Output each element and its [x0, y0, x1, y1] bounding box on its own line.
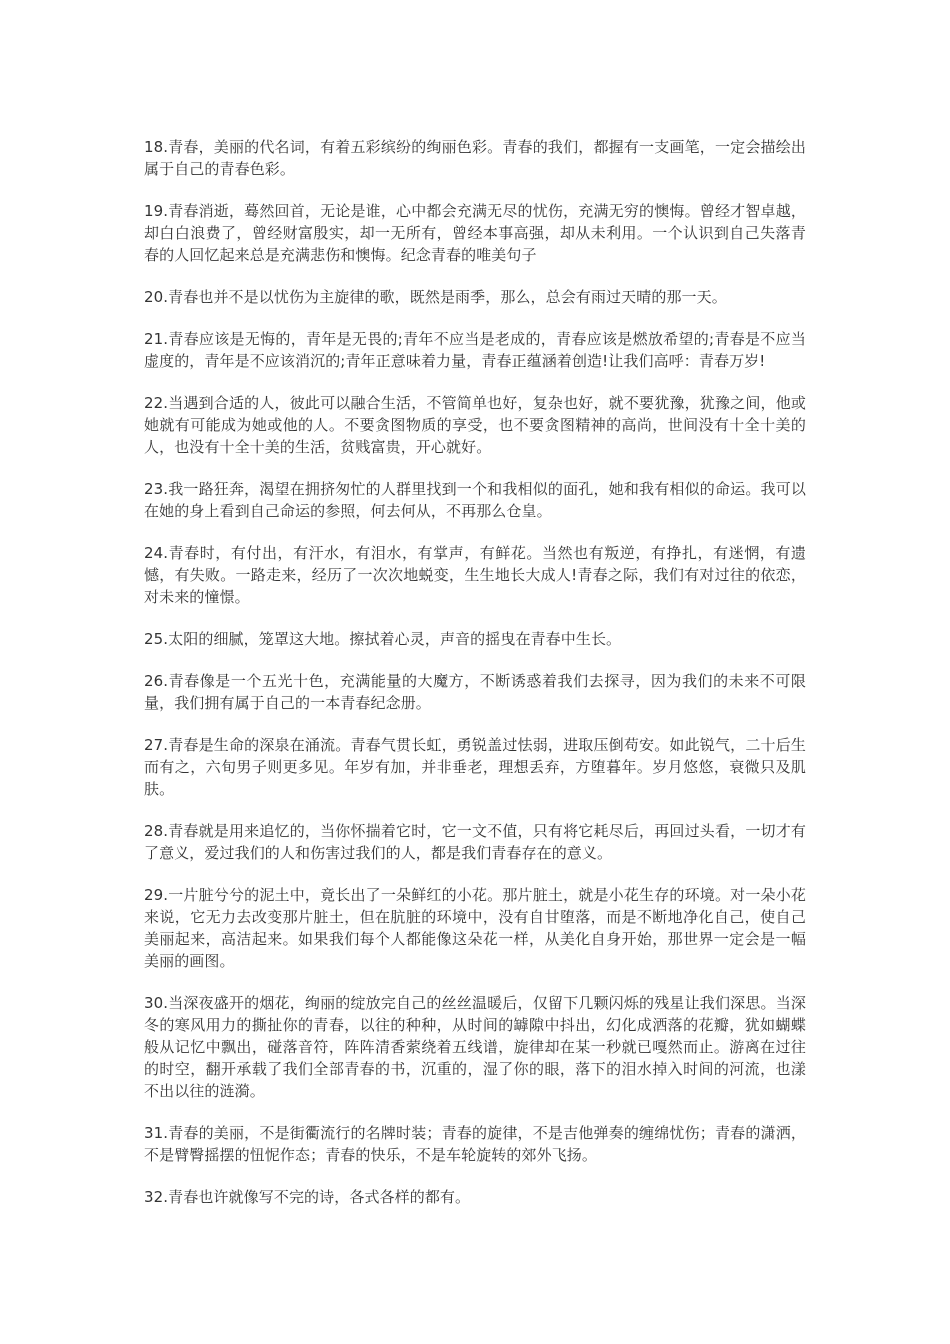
- paragraph-32: 32.青春也许就像写不完的诗，各式各样的都有。: [144, 1188, 471, 1206]
- paragraph-27: 27.青春是生命的深泉在涌流。青春气贯长虹，勇锐盖过怯弱，进取压倒苟安。如此锐气，二十后生而有之，六旬男子则更多见。年岁有加，并非垂老，理想丢弃，方堕暮年。岁月悠悠，衰微只及肌肤。: [144, 736, 806, 798]
- paragraph-24: 24.青春时，有付出，有汗水，有泪水，有掌声，有鲜花。当然也有叛逆，有挣扎，有迷惘，有遗憾，有失败。一路走来，经历了一次次地蜕变，生生地长大成人!青春之际，我们有对过往的依恋，对未来的憧憬。: [144, 544, 806, 606]
- paragraph-21: 21.青春应该是无悔的，青年是无畏的;青年不应当是老成的，青春应该是燃放希望的;青春是不应当虚度的，青年是不应该消沉的;青年正意味着力量，青春正蕴涵着创造!让我们高呼：青春万岁!: [144, 330, 806, 370]
- paragraph-31: 31.青春的美丽，不是街衢流行的名牌时装；青春的旋律，不是吉他弹奏的缠绵忧伤；青春的潇洒，不是臂臀摇摆的忸怩作态；青春的快乐，不是车轮旋转的郊外飞扬。: [144, 1124, 806, 1164]
- paragraph-19: 19.青春消逝，蓦然回首，无论是谁，心中都会充满无尽的忧伤，充满无穷的懊悔。曾经才智卓越，却白白浪费了，曾经财富殷实，却一无所有，曾经本事高强，却从未利用。一个认识到自己失落青春的人回忆起来总是充满悲伤和懊悔。纪念青春的唯美句子: [144, 202, 806, 264]
- document-body: [144, 136, 806, 1228]
- paragraph-26: 26.青春像是一个五光十色，充满能量的大魔方，不断诱惑着我们去探寻，因为我们的未来不可限量，我们拥有属于自己的一本青春纪念册。: [144, 672, 806, 712]
- paragraph-25: 25.太阳的细腻，笼罩这大地。擦拭着心灵，声音的摇曳在青春中生长。: [144, 630, 622, 648]
- paragraph-20: 20.青春也并不是以忧伤为主旋律的歌，既然是雨季，那么，总会有雨过天晴的那一天。: [144, 288, 727, 306]
- paragraph-29: 29.一片脏兮兮的泥土中，竟长出了一朵鲜红的小花。那片脏土，就是小花生存的环境。对一朵小花来说，它无力去改变那片脏土，但在肮脏的环境中，没有自甘堕落，而是不断地净化自己，使自己美丽起来，高洁起来。如果我们每个人都能像这朵花一样，从美化自身开始，那世界一定会是一幅美丽的画图。: [144, 886, 806, 970]
- paragraph-22: 22.当遇到合适的人，彼此可以融合生活，不管简单也好，复杂也好，就不要犹豫，犹豫之间，他或她就有可能成为她或他的人。不要贪图物质的享受，也不要贪图精神的高尚，世间没有十全十美的人，也没有十全十美的生活，贫贱富贵，开心就好。: [144, 394, 806, 456]
- paragraph-18: 18.青春，美丽的代名词，有着五彩缤纷的绚丽色彩。青春的我们，都握有一支画笔，一定会描绘出属于自己的青春色彩。: [144, 138, 806, 178]
- paragraph-28: 28.青春就是用来追忆的，当你怀揣着它时，它一文不值，只有将它耗尽后，再回过头看，一切才有了意义，爱过我们的人和伤害过我们的人，都是我们青春存在的意义。: [144, 822, 806, 862]
- paragraph-30: 30.当深夜盛开的烟花，绚丽的绽放完自己的丝丝温暖后，仅留下几颗闪烁的残星让我们深思。当深冬的寒风用力的撕扯你的青春，以往的种种，从时间的罅隙中抖出，幻化成洒落的花瓣，犹如蝴蝶般从记忆中飘出，碰落音符，阵阵清香萦绕着五线谱，旋律却在某一秒就已嘎然而止。游离在过往的时空，翻开承载了我们全部青春的书，沉重的，湿了你的眼，落下的泪水掉入时间的河流，也漾不出以往的涟漪。: [144, 994, 806, 1100]
- paragraph-23: 23.我一路狂奔，渴望在拥挤匆忙的人群里找到一个和我相似的面孔，她和我有相似的命运。我可以在她的身上看到自己命运的参照，何去何从，不再那么仓皇。: [144, 480, 806, 520]
